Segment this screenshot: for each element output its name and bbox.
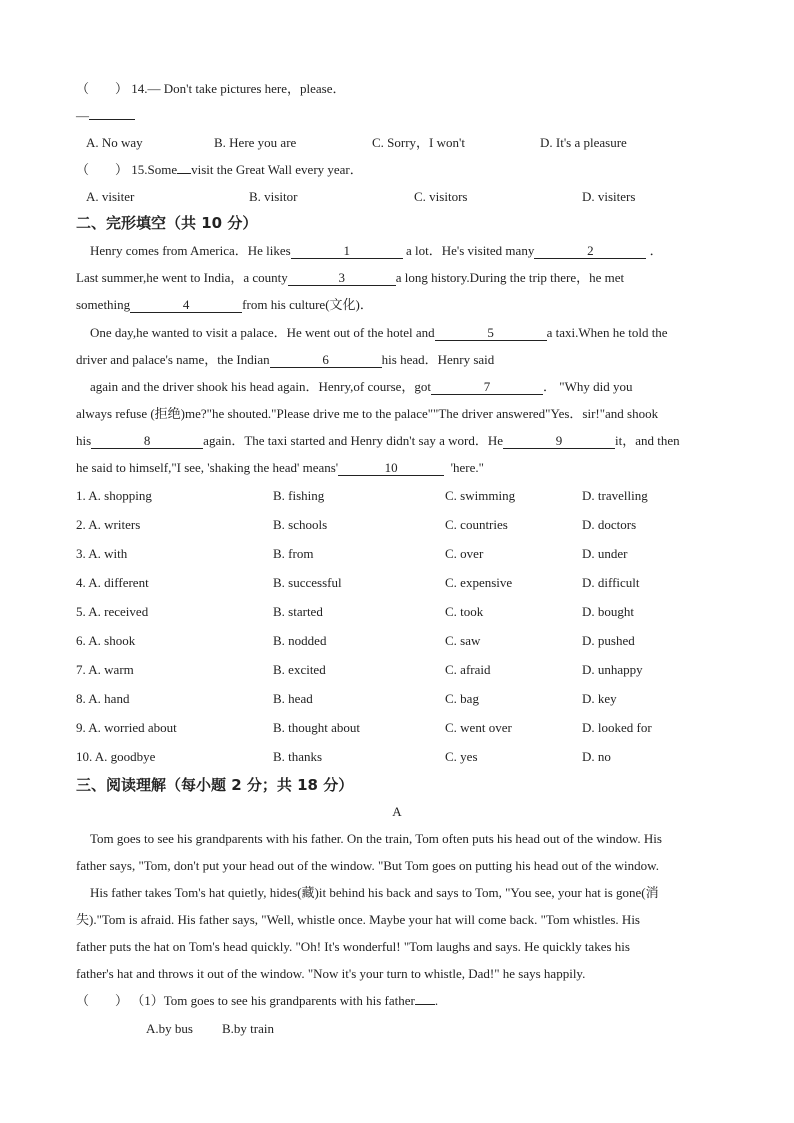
answer-paren[interactable]: （ ） [76, 81, 129, 96]
option-a[interactable]: 6. A. shook [76, 633, 136, 648]
option-d[interactable]: D. travelling [582, 488, 648, 503]
option-c[interactable]: C. swimming [445, 488, 516, 503]
cloze-line-8: his 8 again．The taxi started and Henry didn't say a word．He 9 it，and then [76, 433, 680, 448]
option-a[interactable]: 3. A. with [76, 546, 128, 561]
option-d[interactable]: D. visiters [582, 189, 636, 204]
option-c[interactable]: C. saw [445, 633, 481, 648]
option-b[interactable]: B. started [273, 604, 323, 619]
option-c[interactable]: C. expensive [445, 575, 513, 590]
cloze-line-1: Henry comes from America．He likes 1 a lot．He's visited many 2 ． [90, 243, 663, 258]
option-d[interactable]: D. difficult [582, 575, 640, 590]
question-15: （ ） 15.Some visit the Great Wall every year． [76, 162, 363, 177]
option-b[interactable]: B. thought about [273, 720, 361, 735]
question-stem: 14.— Don't take pictures here，please． [131, 81, 346, 96]
blank-2[interactable]: 2 [534, 243, 646, 259]
option-b[interactable]: B. nodded [273, 633, 327, 648]
cloze-line-9: he said to himself,"I see, 'shaking the head' means' 10 'here." [76, 460, 484, 475]
option-b[interactable]: B. thanks [273, 749, 323, 764]
section-3-title: 三、阅读理解（每小题 2 分；共 18 分） [76, 776, 354, 794]
option-c[interactable]: C. took [445, 604, 484, 619]
option-d[interactable]: D. doctors [582, 517, 637, 532]
answer-paren[interactable]: （ ） [76, 993, 129, 1008]
option-c[interactable]: C. over [445, 546, 484, 561]
option-a[interactable]: A. No way [86, 135, 143, 150]
passage-line: 失)."Tom is afraid. His father says, "Well, whistle once. Maybe your hat will come back. "Tom whistles. His [76, 912, 640, 927]
option-d[interactable]: D. key [582, 691, 617, 706]
passage-line: father's hat and throws it out of the window. "Now it's your turn to whistle, Dad!" he says happily. [76, 966, 586, 981]
option-c[interactable]: C. afraid [445, 662, 491, 677]
blank-6[interactable]: 6 [270, 352, 382, 368]
passage-line: His father takes Tom's hat quietly, hides(藏)it behind his back and says to Tom, "You see, your hat is gone(消 [90, 885, 659, 900]
option-c[interactable]: C. visitors [414, 189, 468, 204]
option-a[interactable]: A.by bus [146, 1021, 193, 1036]
answer-blank[interactable] [177, 173, 191, 174]
option-a[interactable]: 10. A. goodbye [76, 749, 156, 764]
blank-7[interactable]: 7 [431, 379, 543, 395]
passage-line: Tom goes to see his grandparents with his father. On the train, Tom often puts his head out of the window. His [90, 831, 662, 846]
passage-line: father puts the hat on Tom's head quickly. "Oh! It's wonderful! "Tom laughs and says. He quickly takes his [76, 939, 630, 954]
option-d[interactable]: D. no [582, 749, 611, 764]
option-b[interactable]: B. successful [273, 575, 342, 590]
cloze-line-6: again and the driver shook his head again．Henry,of course，got 7 ． "Why did you [90, 379, 633, 394]
option-a[interactable]: A. visiter [86, 189, 135, 204]
option-b[interactable]: B. head [273, 691, 313, 706]
option-c[interactable]: C. Sorry，I won't [372, 135, 465, 150]
option-a[interactable]: 5. A. received [76, 604, 149, 619]
blank-10[interactable]: 10 [338, 460, 444, 476]
option-d[interactable]: D. under [582, 546, 628, 561]
option-d[interactable]: D. pushed [582, 633, 635, 648]
blank-1[interactable]: 1 [291, 243, 403, 259]
cloze-line-5: driver and palace's name，the Indian 6 his head．Henry said [76, 352, 495, 367]
cloze-line-3: something 4 from his culture(文化)． [76, 297, 373, 312]
option-a[interactable]: 7. A. warm [76, 662, 134, 677]
question-14 [76, 80, 346, 98]
blank-9[interactable]: 9 [503, 433, 615, 449]
blank-5[interactable]: 5 [435, 325, 547, 341]
option-b[interactable]: B. fishing [273, 488, 325, 503]
option-c[interactable]: C. went over [445, 720, 512, 735]
option-b[interactable]: B. schools [273, 517, 328, 532]
option-d[interactable]: D. looked for [582, 720, 652, 735]
reading-question-1: （ ） （1）Tom goes to see his grandparents with his father . [76, 993, 439, 1008]
answer-paren[interactable]: （ ） [76, 162, 129, 177]
cloze-line-7: always refuse (拒绝)me?"he shouted."Please drive me to the palace""The driver answered"Yes．sir!"and shook [76, 406, 659, 421]
option-d[interactable]: D. unhappy [582, 662, 643, 677]
option-a[interactable]: 4. A. different [76, 575, 149, 590]
blank-8[interactable]: 8 [91, 433, 203, 449]
option-c[interactable]: C. yes [445, 749, 478, 764]
option-b[interactable]: B. Here you are [214, 135, 297, 150]
option-a[interactable]: 9. A. worried about [76, 720, 177, 735]
blank-4[interactable]: 4 [130, 297, 242, 313]
option-d[interactable]: D. bought [582, 604, 634, 619]
cloze-line-2: Last summer,he went to India，a county 3 a long history.During the trip there，he met [76, 270, 625, 285]
option-b[interactable]: B. from [273, 546, 314, 561]
option-c[interactable]: C. countries [445, 517, 508, 532]
cloze-line-4: One day,he wanted to visit a palace．He went out of the hotel and 5 a taxi.When he told the [90, 325, 668, 340]
section-2-title: 二、完形填空（共 10 分） [76, 214, 258, 232]
answer-blank[interactable] [415, 1004, 435, 1005]
answer-line: — [76, 107, 135, 125]
option-b[interactable]: B. excited [273, 662, 326, 677]
answer-blank[interactable] [89, 119, 135, 120]
option-a[interactable]: 2. A. writers [76, 517, 141, 532]
option-b[interactable]: B.by train [222, 1021, 274, 1036]
option-b[interactable]: B. visitor [249, 189, 298, 204]
option-d[interactable]: D. It's a pleasure [540, 135, 627, 150]
option-c[interactable]: C. bag [445, 691, 479, 706]
blank-3[interactable]: 3 [288, 270, 396, 286]
passage-line: father says, "Tom, don't put your head out of the window. "But Tom goes on putting his head out of the window. [76, 858, 659, 873]
passage-label: A [392, 804, 402, 819]
option-a[interactable]: 8. A. hand [76, 691, 130, 706]
option-a[interactable]: 1. A. shopping [76, 488, 152, 503]
